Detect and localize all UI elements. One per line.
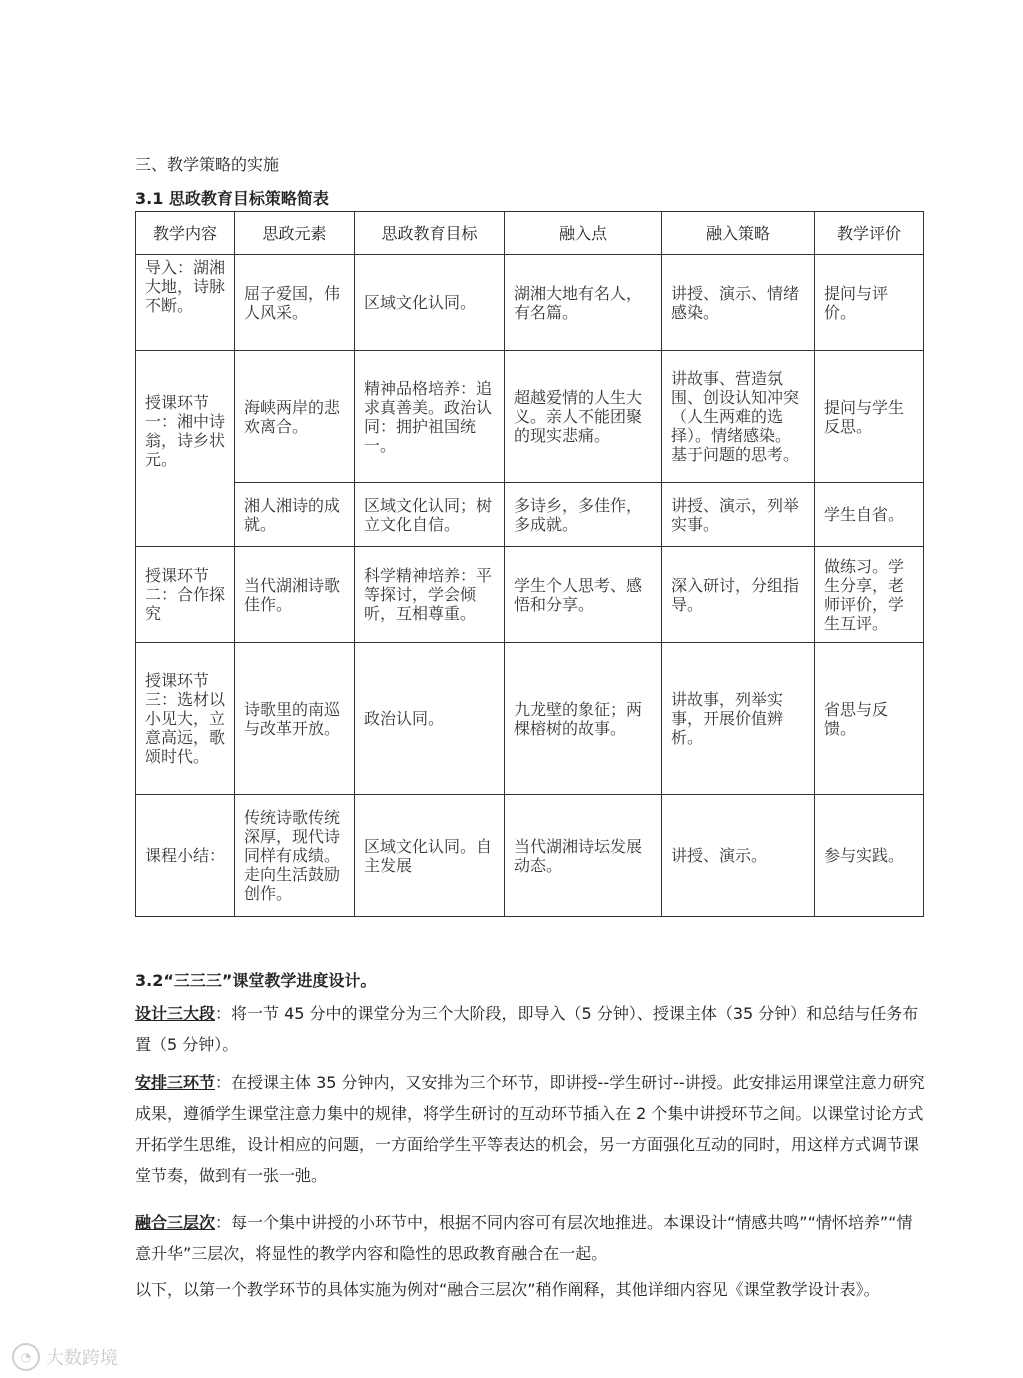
paragraph-text: ：将一节 45 分中的课堂分为三个大阶段，即导入（5 分钟）、授课主体（35 分钟）和总结与任务布置（5 分钟）。 [135,1004,919,1054]
table-cell: 授课环节二：合作探究 [136,547,235,643]
table-cell: 课程小结： [136,795,235,917]
table-row [136,643,924,795]
table-cell: 湖湘大地有名人，有名篇。 [505,255,662,351]
table-cell: 区域文化认同。 [355,255,505,351]
table-cell: 提问与学生反思。 [815,351,924,483]
table-cell: 精神品格培养：追求真善美。政治认同：拥护祖国统一。 [355,351,505,483]
table-cell: 海峡两岸的悲欢离合。 [235,351,355,483]
table-cell: 超越爱情的人生大义。亲人不能团聚的现实悲痛。 [505,351,662,483]
header-cell: 思政教育目标 [355,212,505,255]
table-cell: 学生个人思考、感悟和分享。 [505,547,662,643]
table-cell: 多诗乡，多佳作，多成就。 [505,483,662,547]
table-title: 3.1 思政教育目标策略简表 [135,189,329,208]
table-cell: 诗歌里的南巡与改革开放。 [235,643,355,795]
header-cell: 融入点 [505,212,662,255]
paragraph-lead: 设计三大段 [135,1004,216,1023]
table-cell: 科学精神培养：平等探讨，学会倾听，互相尊重。 [355,547,505,643]
watermark-text: 大数跨境 [46,1348,118,1369]
paragraph-design-three-stages [135,998,925,1060]
table-header-row [136,212,924,255]
table-cell: 参与实践。 [815,795,924,917]
watermark-logo-icon: ◔ [12,1343,40,1371]
paragraph-lead: 安排三环节 [135,1073,216,1092]
table-row [136,483,924,547]
section-2-title: 3.2“三三三”课堂教学进度设计。 [135,971,377,990]
table-cell: 传统诗歌传统深厚，现代诗同样有成绩。走向生活鼓励创作。 [235,795,355,917]
table-cell: 授课环节三：选材以小见大，立意高远，歌颂时代。 [136,643,235,795]
paragraph-example: 以下，以第一个教学环节的具体实施为例对“融合三层次”稍作阐释，其他详细内容见《课堂教学设计表》。 [135,1280,880,1299]
table-row [136,795,924,917]
header-cell: 教学内容 [136,212,235,255]
table-cell: 屈子爱国，伟人风采。 [235,255,355,351]
table-cell: 湘人湘诗的成就。 [235,483,355,547]
paragraph-lead: 融合三层次 [135,1213,216,1232]
table-cell: 区域文化认同；树立文化自信。 [355,483,505,547]
table-cell: 提问与评价。 [815,255,924,351]
paragraph-three-levels [135,1207,925,1269]
header-cell: 教学评价 [815,212,924,255]
table-cell: 讲故事、营造氛围、创设认知冲突（人生两难的选择）。情绪感染。基于问题的思考。 [662,351,815,483]
paragraph-three-segments [135,1067,925,1191]
table-cell: 政治认同。 [355,643,505,795]
table-cell: 当代湖湘诗坛发展动态。 [505,795,662,917]
table-cell: 讲授、演示。 [662,795,815,917]
table-row [136,351,924,483]
table-cell: 深入研讨，分组指导。 [662,547,815,643]
watermark [12,1343,118,1371]
paragraph-text: ：在授课主体 35 分钟内，又安排为三个环节，即讲授--学生研讨--讲授。此安排运用课堂注意力研究成果，遵循学生课堂注意力集中的规律，将学生研讨的互动环节插入在 2 个集中讲授环节之间。以课堂讨论方式开拓学生思维，设计相应的问题，一方面给学生平等表达的机会，另一方面强化互动的同时，用这样方式调节课堂节奏，做到有一张一弛。 [135,1073,925,1185]
strategy-table [135,211,924,917]
table-cell: 导入：湖湘大地，诗脉不断。 [136,255,235,351]
table-cell: 讲授、演示、情绪感染。 [662,255,815,351]
table-cell: 讲授、演示，列举实事。 [662,483,815,547]
section-heading: 三、教学策略的实施 [135,155,280,174]
table-cell: 省思与反馈。 [815,643,924,795]
table-cell: 授课环节一：湘中诗翁，诗乡状元。 [136,351,235,547]
table-cell: 区域文化认同。自主发展 [355,795,505,917]
table-cell: 学生自省。 [815,483,924,547]
table-cell: 做练习。学生分享，老师评价，学生互评。 [815,547,924,643]
header-cell: 融入策略 [662,212,815,255]
table-cell: 九龙壁的象征；两棵榕树的故事。 [505,643,662,795]
table-row [136,255,924,351]
header-cell: 思政元素 [235,212,355,255]
table-cell: 讲故事，列举实事，开展价值辨析。 [662,643,815,795]
paragraph-text: ：每一个集中讲授的小环节中，根据不同内容可有层次地推进。本课设计“情感共鸣”“情怀培养”“情意升华”三层次，将显性的教学内容和隐性的思政教育融合在一起。 [135,1213,913,1263]
table-row [136,547,924,643]
table-cell: 当代湖湘诗歌佳作。 [235,547,355,643]
